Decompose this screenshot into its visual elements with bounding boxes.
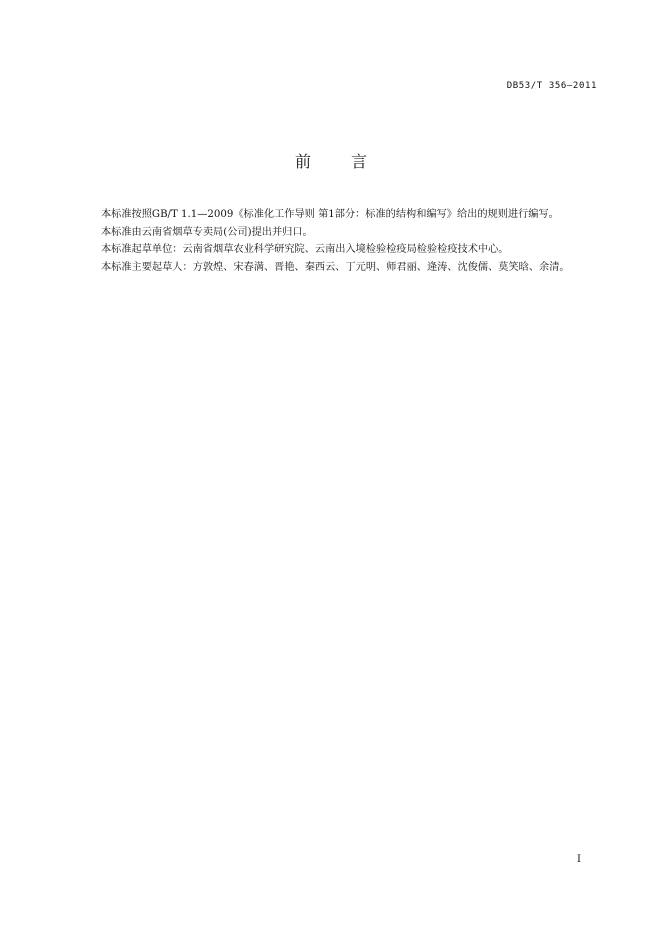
title-char-2: 言 bbox=[351, 152, 368, 171]
page-number: I bbox=[577, 854, 581, 865]
paragraph-drafting-units: 本标准起草单位：云南省烟草农业科学研究院、云南出入境检验检疫局检验检疫技术中心。 bbox=[101, 244, 509, 255]
paragraph-proposer: 本标准由云南省烟草专卖局(公司)提出并归口。 bbox=[101, 226, 313, 238]
paragraph-drafting-rules: 本标准按照GB/T 1.1—2009《标准化工作导则 第1部分：标准的结构和编写》给出的规则进行编写。 bbox=[101, 209, 559, 220]
paragraph-drafters: 本标准主要起草人：方敦煌、宋春满、晋艳、秦西云、丁元明、师君丽、逄涛、沈俊儒、莫笑晗、余清。 bbox=[101, 261, 570, 273]
standard-number: DB53/T 356—2011 bbox=[506, 81, 597, 91]
foreword-body bbox=[81, 206, 600, 276]
page-title bbox=[0, 149, 662, 172]
title-char-1: 前 bbox=[294, 152, 311, 171]
